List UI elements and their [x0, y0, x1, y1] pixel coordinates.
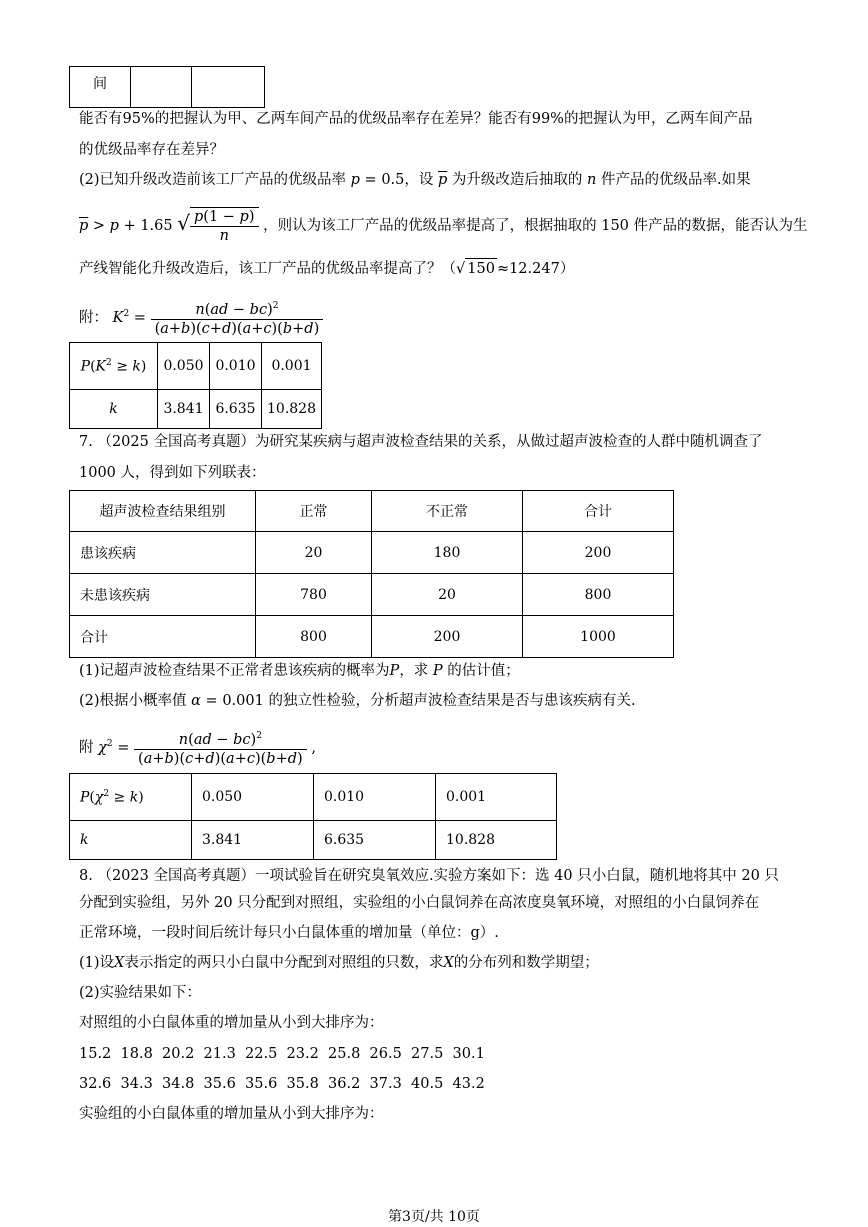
k2-critical-table	[69, 342, 322, 429]
sqrt-value: ≈12.247	[496, 261, 560, 277]
q8-control-row1: 15.2 18.8 20.2 21.3 22.5 23.2 25.8 26.5 27.5 30.1	[79, 1046, 485, 1062]
ct-cell: 180	[372, 532, 523, 574]
ct-header: 不正常	[372, 491, 523, 532]
k2-table-cell: 3.841	[158, 390, 210, 429]
k2-table-cell: 0.050	[158, 343, 210, 390]
q7-part1	[79, 661, 520, 681]
ct-cell: 20	[372, 574, 523, 616]
q6-line2: 的优级品率存在差异？	[79, 142, 224, 158]
formula-alpha: α = 0.001	[191, 693, 264, 709]
q7-part2-text-b: 的独立性检验，分析超声波检查结果是否与患该疾病有关.	[268, 693, 636, 709]
q8-line2: 分配到实验组，另外 20 只分配到对照组，实验组的小白鼠饲养在高浓度臭氧环境，对照组的小白鼠饲养在	[79, 895, 760, 911]
ct-cell: 800	[256, 616, 372, 658]
contingency-table	[69, 490, 674, 658]
formula-chi2: $\chi^2$ = $\frac{n(ad - bc)^2}{(a+b)(c+d)(a+c)(b+d)}$ ,	[98, 740, 316, 756]
q6-part2-text-d: 件产品的优级品率.如果	[600, 172, 751, 188]
q6-part2-text-e: ，则认为该工厂产品的优级品率提高了，根据抽取的 150 件产品的数据，能否认为生	[263, 218, 808, 234]
chi2-table-cell: 3.841	[192, 821, 314, 860]
q8-part1-text-a: (1)设	[79, 955, 115, 971]
q8-part1-text-c: 的分布列和数学期望；	[453, 955, 599, 971]
ct-header: 超声波检查结果组别	[70, 491, 256, 532]
q6-line1: 能否有95%的把握认为甲、乙两车间产品的优级品率存在差异？能否有99%的把握认为甲，乙两车间产品	[79, 111, 753, 127]
ct-row-label: 患该疾病	[70, 532, 256, 574]
q8-control-row2: 32.6 34.3 34.8 35.6 35.6 35.8 36.2 37.3 40.5 43.2	[79, 1076, 485, 1092]
formula-P2: P	[432, 663, 443, 679]
formula-k2: $K^2$ = $\frac{n(ad - bc)^2}{(a+b)(c+d)(a+c)(b+d)}$	[113, 310, 324, 326]
chi2-table-head: $P(\chi^2 \ge k)$	[70, 774, 192, 821]
q8-control-label: 对照组的小白鼠体重的增加量从小到大排序为：	[79, 1015, 384, 1031]
ct-header: 正常	[256, 491, 372, 532]
q7-line2: 1000 人，得到如下列联表：	[79, 465, 266, 481]
chi2-table-cell: 10.828	[436, 821, 557, 860]
formula-pbar: $\overline{p}$	[438, 172, 448, 188]
q8-part1-text-b: 表示指定的两只小白鼠中分配到对照组的只数，求	[124, 955, 444, 971]
k2-table-cell: 0.001	[262, 343, 322, 390]
chi2-table-head: k	[70, 821, 192, 860]
formula-sqrt150: √ 150	[456, 261, 497, 277]
ct-cell: 200	[372, 616, 523, 658]
q6-part2-text-b: ，设	[404, 172, 434, 188]
ct-cell: 780	[256, 574, 372, 616]
q7-part1-text: (1)记超声波检查结果不正常者患该疾病的概率为	[79, 663, 390, 679]
q8-part1	[79, 953, 599, 973]
formula-inequality: $\overline{p} > p + 1.65$ √ $\frac{p(1 - p)}{n}$	[79, 218, 263, 234]
chi2-table-cell: 0.050	[192, 774, 314, 821]
ct-row-label: 未患该疾病	[70, 574, 256, 616]
q6-part2-text-c: 为升级改造后抽取的	[451, 172, 583, 188]
q8-part2: (2)实验结果如下：	[79, 985, 202, 1001]
top-table-cell: 间	[70, 67, 131, 108]
formula-P: P	[389, 663, 400, 679]
ct-row-label: 合计	[70, 616, 256, 658]
q7-part2-text-a: (2)根据小概率值	[79, 693, 187, 709]
formula-X: X	[114, 955, 125, 971]
q7-appendix	[79, 724, 316, 768]
k2-table-head: k	[70, 390, 158, 429]
formula-n: n	[587, 172, 597, 188]
k2-table-head: $P(K^2 \ge k)$	[70, 343, 158, 390]
q7-line1: 7. （2025 全国高考真题）为研究某疾病与超声波检查结果的关系，从做过超声波检查的人群中随机调查了	[79, 434, 763, 450]
top-table-cell	[131, 67, 192, 108]
k2-table-cell: 0.010	[210, 343, 262, 390]
q6-part2-text-a: (2)已知升级改造前该工厂产品的优级品率	[79, 172, 347, 188]
chi2-critical-table	[69, 773, 557, 860]
k2-table-cell: 6.635	[210, 390, 262, 429]
chi2-table-cell: 6.635	[314, 821, 436, 860]
formula-p-eq: p = 0.5	[350, 172, 405, 188]
q6-part2-line1	[79, 170, 751, 190]
q7-part2	[79, 691, 636, 711]
ct-cell: 200	[523, 532, 674, 574]
chi2-table-cell: 0.010	[314, 774, 436, 821]
appendix-label: 附：	[79, 309, 108, 326]
ct-cell: 1000	[523, 616, 674, 658]
chi2-table-cell: 0.001	[436, 774, 557, 821]
top-table	[69, 66, 265, 108]
q6-part2-line2	[79, 204, 808, 245]
top-table-cell	[192, 67, 265, 108]
k2-table-cell: 10.828	[262, 390, 322, 429]
q7-part1-end: 的估计值；	[447, 663, 520, 679]
q8-exp-label: 实验组的小白鼠体重的增加量从小到大排序为：	[79, 1106, 384, 1122]
q6-appendix	[79, 294, 323, 338]
q8-line3: 正常环境，一段时间后统计每只小白鼠体重的增加量（单位：g）.	[79, 925, 499, 941]
q7-part1-tail: ，求	[399, 663, 429, 679]
appendix-label: 附	[79, 739, 94, 756]
formula-X2: X	[443, 955, 454, 971]
q8-line1: 8. （2023 全国高考真题）一项试验旨在研究臭氧效应.实验方案如下：选 40 只小白鼠，随机地将其中 20 只	[79, 868, 779, 884]
ct-cell: 800	[523, 574, 674, 616]
q6-part2-line3	[79, 258, 574, 279]
ct-cell: 20	[256, 532, 372, 574]
q6-part2-text-f-tail: ）	[559, 261, 575, 277]
ct-header: 合计	[523, 491, 674, 532]
page-footer: 第3页/共 10页	[388, 1209, 480, 1225]
q6-part2-text-f: 产线智能化升级改造后，该工厂产品的优级品率提高了？（	[79, 261, 456, 277]
